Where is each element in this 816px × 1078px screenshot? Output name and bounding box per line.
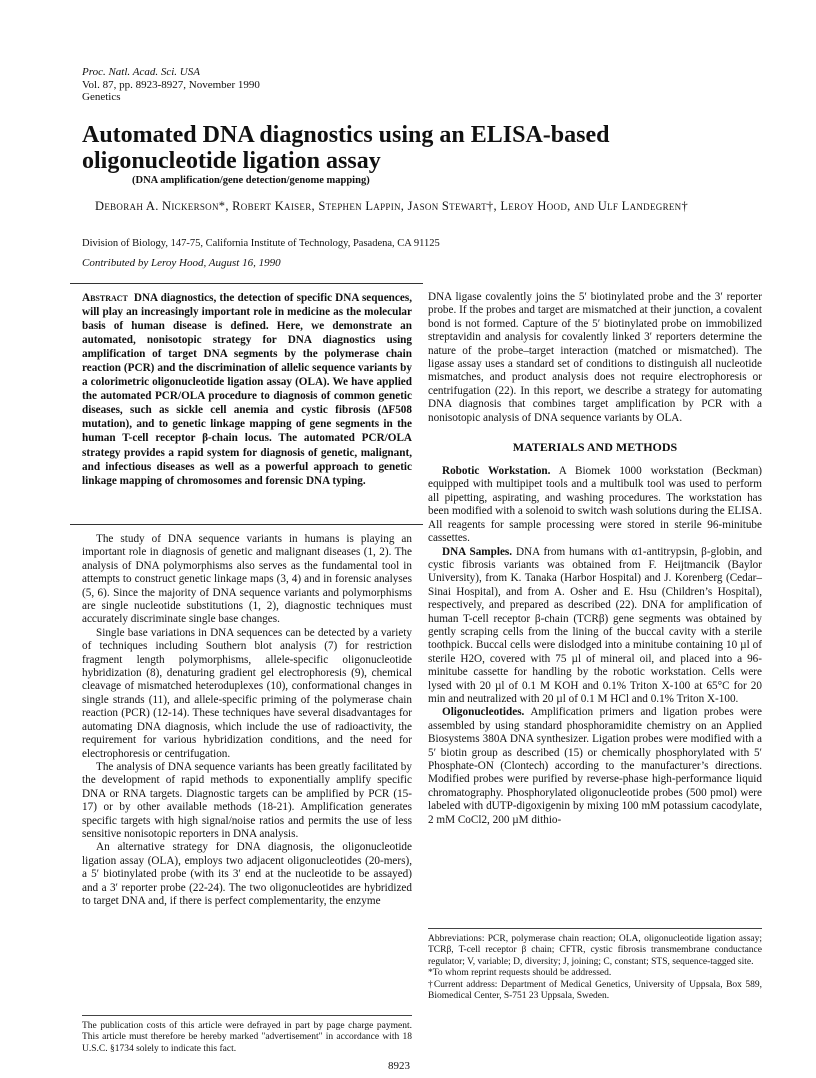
- keywords: (DNA amplification/gene detection/genome mapping): [132, 175, 370, 186]
- footnote: The publication costs of this article were defrayed in part by page charge payment. This article must therefore be hereby marked "advertisement" in accordance with 18 U.S.C. §1734 solely to indicate this fact.: [82, 1021, 412, 1054]
- article-title: Automated DNA diagnostics using an ELISA-based oligonucleotide ligation assay: [82, 122, 610, 174]
- methods-text: Amplification primers and ligation probes were assembled by using standard phosphoramidite chemistry on an Applied Biosystems 380A DNA synthesizer. Ligation probes were modified with a 5′ biotin group as described (15) or chemically phosphorylated with 5′ Phosphate-ON (Clontech) according to the manufacturer’s directions. Modified probes were purified by reverse-phase high-performance liquid chromatography. Phosphorylated oligonucleotide probes (500 pmol) were labeled with dUTP-digoxigenin by mixing 100 mM potassium cacodylate, 2 mM CoCl2, 200 µM dithio-: [428, 706, 762, 826]
- author-list: Deborah A. Nickerson*, Robert Kaiser, Stephen Lappin, Jason Stewart†, Leroy Hood, and Ulf Landegren†: [95, 199, 689, 213]
- abstract-label: Abstract: [82, 292, 128, 304]
- abstract: [82, 291, 412, 488]
- paragraph: The analysis of DNA sequence variants has been greatly facilitated by the development of rapid methods to exponentially amplify specific DNA or RNA targets. Diagnostic targets can be amplified by PCR (15-17) or by other available methods (18-21). Amplification generates specific targets with high signal/noise ratios and permits the use of less sensitive nonisotopic reporters in DNA analysis.: [82, 760, 412, 840]
- methods-text: A Biomek 1000 workstation (Beckman) equipped with multipipet tools and a multibulk tool was used to perform all pipetting, aspirating, and washing procedures. The workstation has been modified with a solenoid to switch wash solutions during the ELISA. All reagents for sample processing were stored in sterile 96-minitube cassettes.: [428, 465, 762, 545]
- journal-name: Proc. Natl. Acad. Sci. USA: [82, 66, 200, 78]
- journal-section: Genetics: [82, 91, 121, 103]
- runin-heading: DNA Samples.: [442, 545, 513, 558]
- footnote-left: [82, 1015, 412, 1055]
- footnote-divider: [428, 928, 762, 929]
- footnote: Abbreviations: PCR, polymerase chain reaction; OLA, oligonucleotide ligation assay; TCRβ, T-cell receptor β chain; CFTR, cystic fibrosis transmembrane conductance regulator; V, variable; D, diversity; J, joining; C, constant; STS, sequence-tagged site.: [428, 934, 762, 967]
- paragraph: The study of DNA sequence variants in humans is playing an important role in diagnosis of genetic and malignant diseases (1, 2). The analysis of DNA polymorphisms also serves as the fundamental tool in attempts to construct genetic linkage maps (3, 4) and in forensic analyses (5, 6). Since the majority of DNA sequence variants and polymorphisms are single nucleotide substitutions (1, 2), diagnostic techniques must accurately discriminate single base changes.: [82, 533, 412, 626]
- journal-volume: Vol. 87, pp. 8923-8927, November 1990: [82, 78, 260, 91]
- journal-header: [82, 66, 260, 104]
- methods-paragraph: [428, 465, 762, 545]
- affiliation: Division of Biology, 147-75, California Institute of Technology, Pasadena, CA 91125: [82, 238, 440, 249]
- paragraph: Single base variations in DNA sequences can be detected by a variety of techniques including Southern blot analysis (7) for restriction fragment length polymorphisms, allele-specific oligonucleotide hybridization (8), denaturing gradient gel electrophoresis (9), chemical cleavage of mismatched heteroduplexes (10), conformational changes in single strands (11), and allele-specific priming of the polymerase chain reaction (PCR) (12-14). These techniques have several disadvantages for automating DNA diagnosis, which include the use of radioactivity, the requirement for various hybridization conditions, and the need for electrophoresis or centrifugation.: [82, 626, 412, 760]
- footnote: *To whom reprint requests should be addressed.: [428, 968, 612, 979]
- runin-heading: Oligonucleotides.: [442, 706, 525, 719]
- paragraph: An alternative strategy for DNA diagnosis, the oligonucleotide ligation assay (OLA), employs two adjacent oligonucleotides (20-mers), a 5′ biotinylated probe (with its 3′ end at the nucleotide to be assayed) and a 3′ reporter probe (22-24). The two oligonucleotides are hybridized to target DNA and, if there is perfect complementarity, the enzyme: [82, 841, 412, 907]
- left-column-body: [82, 533, 412, 908]
- abstract-text: DNA diagnostics, the detection of specific DNA sequences, will play an increasingly important role in medicine as the molecular basis of human disease is defined. Here, we demonstrate an automated, nonisotopic strategy for DNA diagnostics using amplification of target DNA segments by the polymerase chain reaction (PCR) and the discrimination of allelic sequence variants by a colorimetric oligonucleotide ligation assay (OLA). We have applied the automated PCR/OLA procedure to diagnosis of common genetic diseases, such as sickle cell anemia and cystic fibrosis (ΔF508 mutation), and to genetic linkage mapping of gene segments in the human T-cell receptor β-chain locus. The automated PCR/OLA strategy provides a rapid system for diagnosis of genetic, malignant, and infectious diseases as well as a powerful approach to genetic linkage mapping of chromosomes and forensic DNA typing.: [82, 292, 412, 487]
- methods-paragraph: [428, 546, 762, 707]
- contributed-by: Contributed by Leroy Hood, August 16, 1990: [82, 257, 281, 269]
- methods-text: DNA from humans with α1-antitrypsin, β-globin, and cystic fibrosis variants was obtained from F. Heijtmancik (Baylor University), from K. Tanaka (Harbor Hospital) and J. Korenberg (Cedar–Sinai Hospital), and from A. Osher and E. Hsu (Children’s Hospital), respectively, and prepared as described (22). DNA for amplification of human T-cell receptor β-chain (TCRβ) gene segments was obtained by gently scraping cells from the lining of the buccal cavity with a sterile toothpick. Buccal cells were dislodged into a minitube containing 10 µl of sterile H2O, covered with 75 µl of mineral oil, and placed into a 96-minitube cassette for handling by the robotic workstation. Cells were lysed with 20 µl of 0.1 M KOH and 0.1% Triton X-100 at 65°C for 20 min and neutralized with 20 µl of 0.1 M HCl and 0.1% Triton X-100.: [428, 545, 763, 705]
- section-heading: MATERIALS AND METHODS: [512, 440, 678, 455]
- footnote-divider: [82, 1015, 412, 1016]
- methods-paragraph: [428, 706, 762, 827]
- footnote: †Current address: Department of Medical Genetics, University of Uppsala, Box 589, Biomedical Center, S-751 23 Uppsala, Sweden.: [428, 979, 762, 1002]
- paragraph: DNA ligase covalently joins the 5′ biotinylated probe and the 3′ reporter probe. If the probes and target are mismatched at their junction, a covalent bond is not formed. Capture of the 5′ biotinylated probe on immobilized streptavidin and analysis for covalently linked 3′ reporters determine the nature of the probe–target interaction (matched or mismatched). The ligase assay uses a standard set of conditions to distinguish all nucleotide mismatches, and product analysis does not require electrophoresis or centrifugation (22). In this report, we describe a strategy for automating DNA diagnosis that combines target amplification by PCR with a nonisotopic analysis of DNA sequence variants by OLA.: [428, 291, 762, 424]
- page-number: 8923: [388, 1060, 410, 1072]
- footnotes-right: [428, 928, 762, 1002]
- runin-heading: Robotic Workstation.: [442, 465, 551, 478]
- right-column-body: [428, 291, 762, 827]
